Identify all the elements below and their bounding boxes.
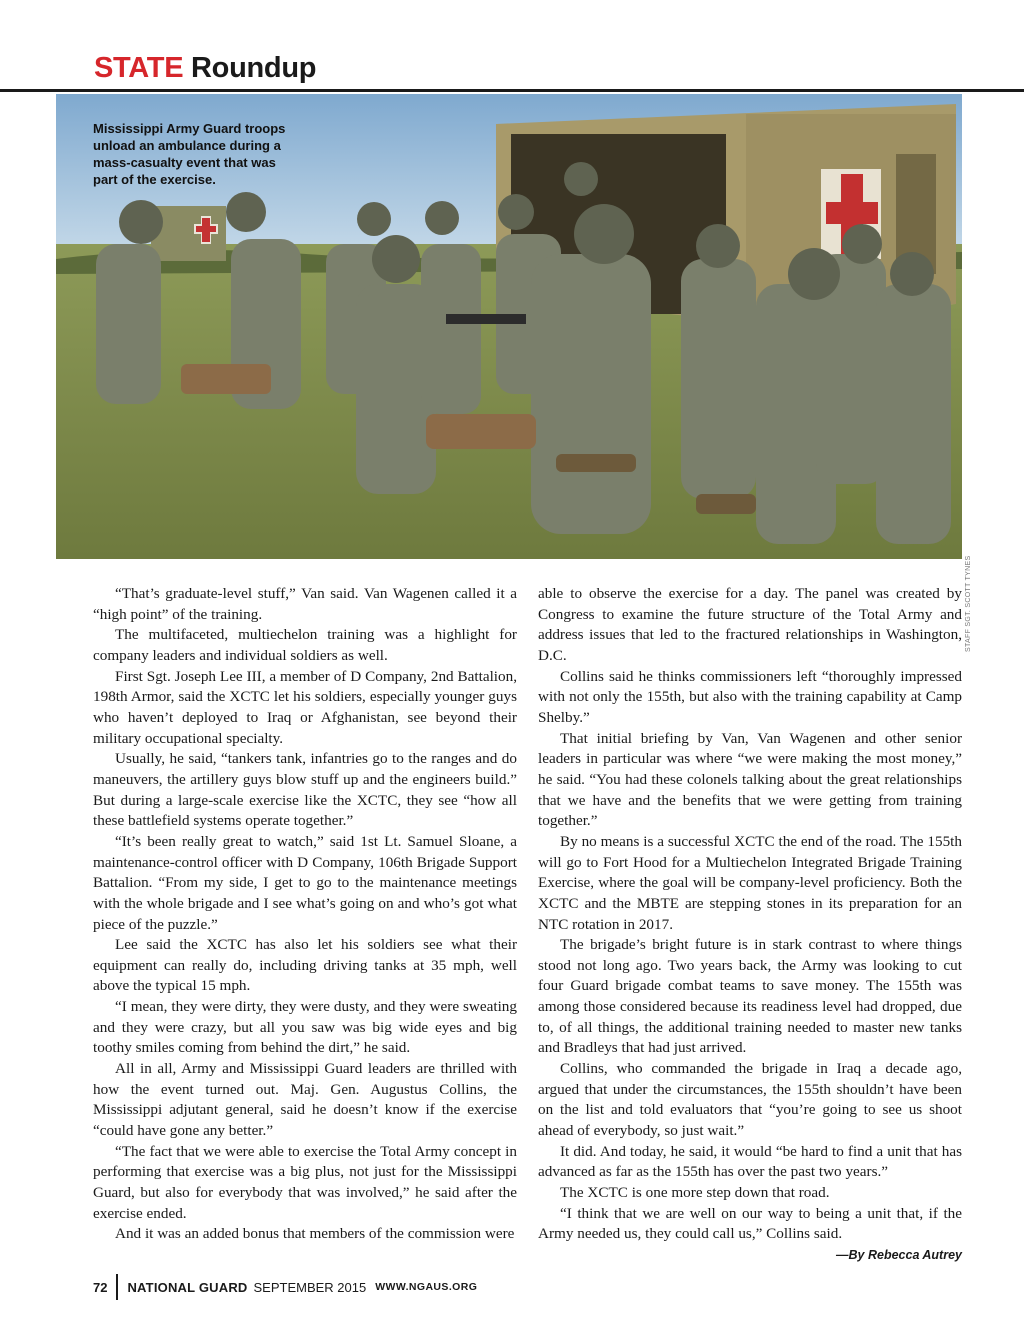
byline: —By Rebecca Autrey (836, 1248, 962, 1262)
magazine-name: NATIONAL GUARD (127, 1279, 248, 1295)
paragraph: It did. And today, he said, it would “be hard to find a unit that has advanced as far as the 155th has over the past two years.” (538, 1142, 962, 1181)
paragraph: The brigade’s bright future is in stark contrast to where things stood not long ago. Two years back, the Army was looking to cut four Guard brigade combat teams to save money. The 155th was among those considered because its readiness level had dropped, due to, of all things, the additional training needed to master new tanks and Bradleys that had just arrived. (538, 936, 962, 1057)
issue-date: SEPTEMBER 2015 (253, 1279, 367, 1295)
paragraph: Collins, who commanded the brigade in Iraq a decade ago, argued that under the circumstances, the 155th shouldn’t have been on the list and told evaluators that “you’re going to see us shoot ahead of everybody, so just wait.” (538, 1060, 962, 1140)
section-title-state: STATE (94, 52, 184, 84)
paragraph: “I think that we are well on our way to being a unit that, if the Army needed us, they could call us,” Collins said. (538, 1204, 962, 1243)
page-footer (93, 1274, 477, 1300)
page-number: 72 (93, 1279, 108, 1295)
paragraph: The multifaceted, multiechelon training was a highlight for company leaders and individual soldiers as well. (93, 626, 517, 664)
paragraph: All in all, Army and Mississippi Guard leaders are thrilled with how the event turned out. Maj. Gen. Augustus Collins, the Mississippi adjutant general, said he doesn’t know if the exercise “could have gone any better.” (93, 1060, 517, 1140)
article-column-right (538, 584, 962, 1266)
photo-credit (962, 555, 976, 660)
website-link[interactable]: WWW.NGAUS.ORG (375, 1281, 478, 1293)
section-title-roundup: Roundup (191, 52, 317, 84)
paragraph: That initial briefing by Van, Van Wagenen and other senior leaders in particular was where “we were making the most money,” he said. “You had these colonels talking about the great relationships that we have and the benefits that we were getting from training together.” (538, 729, 962, 830)
section-header (94, 50, 316, 86)
article-column-left (93, 584, 517, 1245)
photo-caption: Mississippi Army Guard troops unload an ambulance during a mass-casualty event that was part of the exercise. (93, 121, 286, 187)
paragraph: Collins said he thinks commissioners left “thoroughly impressed with not only the 155th, but also with the training capability at Camp Shelby.” (538, 667, 962, 726)
paragraph: By no means is a successful XCTC the end of the road. The 155th will go to Fort Hood for a Multiechelon Integrated Brigade Training Exercise, where the goal will be company-level proficiency. Both the XCTC and the MBTE are stepping stones in its preparation for an NTC rotation in 2017. (538, 832, 962, 933)
paragraph: And it was an added bonus that members of the commission were (115, 1225, 515, 1243)
footer-divider (116, 1274, 118, 1300)
paragraph: “It’s been really great to watch,” said 1st Lt. Samuel Sloane, a maintenance-control officer with D Company, 106th Brigade Support Battalion. “From my side, I get to go to the maintenance meetings with the whole brigade and I see what’s going on and who’s got what piece of the puzzle.” (93, 832, 517, 933)
paragraph: able to observe the exercise for a day. The panel was created by Congress to examine the future structure of the Total Army and address issues that led to the fractured relationships in Washington, D.C. (538, 585, 962, 664)
photo-credit-text: STAFF SGT. SCOTT TYNES (965, 555, 972, 652)
paragraph: The XCTC is one more step down that road. (560, 1184, 830, 1202)
paragraph: “The fact that we were able to exercise the Total Army concept in performing that exercise was a big plus, not just for the Mississippi Guard, but also for everybody that was involved,” he said after the exercise ended. (93, 1142, 517, 1222)
paragraph: First Sgt. Joseph Lee III, a member of D Company, 2nd Battalion, 198th Armor, said the XCTC let his soldiers, especially younger guys who haven’t deployed to Iraq or Afghanistan, see beyond their military occupational specialty. (93, 667, 517, 747)
paragraph: Usually, he said, “tankers tank, infantries go to the ranges and do maneuvers, the artillery guys blow stuff up and the engineers build.” But during a large-scale exercise like the XCTC, they see “how all these battlefield systems operate together.” (93, 750, 517, 830)
paragraph: “That’s graduate-level stuff,” Van said. Van Wagenen called it a “high point” of the training. (93, 585, 517, 623)
header-rule (0, 89, 1024, 92)
paragraph: Lee said the XCTC has also let his soldiers see what their equipment can really do, including driving tanks at 35 mph, well above the typical 15 mph. (93, 936, 517, 995)
paragraph: “I mean, they were dirty, they were dusty, and they were sweating and they were crazy, but all you saw was big wide eyes and big toothy smiles coming from behind the dirt,” he said. (93, 998, 517, 1057)
